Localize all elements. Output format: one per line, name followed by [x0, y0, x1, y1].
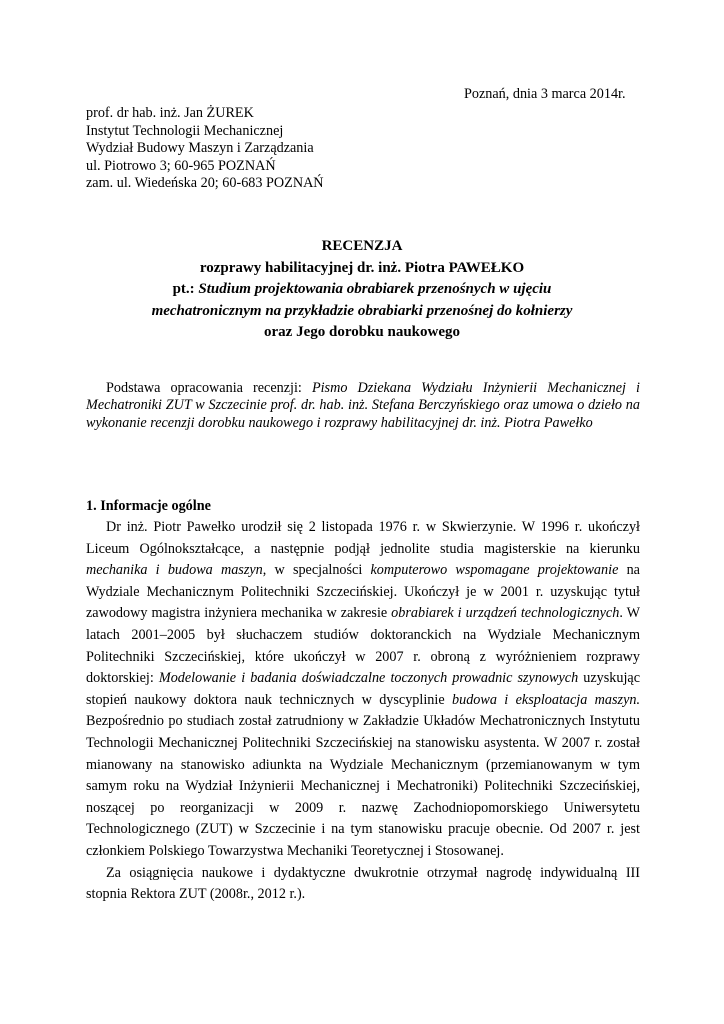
- address-line: prof. dr hab. inż. Jan ŻUREK: [86, 105, 254, 121]
- address-line: Instytut Technologii Mechanicznej: [86, 122, 284, 139]
- text-run: uzyskując stopień naukowy doktora nauk technicznych w dyscyplinie: [86, 670, 641, 708]
- italic-run: mechanika i budowa maszyn: [86, 562, 263, 579]
- text-run: , w specjalności: [262, 562, 371, 579]
- text-run: na Wydziale Mechanicznym Politechniki Szczecińskiej. Ukończył je w 2001 r. uzyskując tytuł zawodowy magistra inżyniera mechanika w zakresie: [86, 562, 640, 622]
- text-run: Dr inż. Piotr Pawełko urodził się 2 listopada 1976 r. w Skwierzynie. W 1996 r. ukończył Liceum Ogólnokształcące, a następnie podjął jednolite studia magisterskie na kierunku: [86, 519, 640, 557]
- review-basis: [86, 380, 640, 432]
- italic-run: budowa i eksploatacja maszyn.: [452, 691, 641, 708]
- paragraph: [86, 517, 640, 863]
- title-topic-italic: mechatronicznym na przykładzie obrabiarki przenośnej do kołnierzy: [151, 302, 573, 319]
- document-title: [100, 236, 624, 344]
- title-subject: rozprawy habilitacyjnej dr. inż. Piotra PAWEŁKO: [199, 259, 525, 276]
- title-topic-line: [100, 279, 624, 301]
- italic-run: Modelowanie i badania doświadczalne toczonych prowadnic szynowych: [158, 670, 579, 687]
- title-topic-line: [100, 301, 624, 323]
- basis-text: Pismo Dziekana Wydziału Inżynierii Mechanicznej i Mechatroniki ZUT w Szczecinie prof. dr. hab. inż. Stefana Berczyńskiego oraz umowa o dzieło na wykonanie recenzji dorobku naukowego i rozprawy habilitacyjnej dr. inż. Piotra Pawełko: [86, 380, 640, 431]
- title-heading: RECENZJA: [321, 238, 403, 254]
- title-closing: oraz Jego dorobku naukowego: [264, 324, 460, 340]
- address-line: ul. Piotrowo 3; 60-965 POZNAŃ: [86, 157, 276, 174]
- text-run: . W latach 2001–2005 był słuchaczem studiów doktoranckich na Wydziale Mechanicznym Politechniki Szczecińskiej, które ukończył w 2007 r. obroną z wyróżnieniem rozprawy doktorskiej:: [86, 605, 640, 687]
- section-body: [86, 517, 640, 906]
- letter-date: Poznań, dnia 3 marca 2014r.: [464, 86, 626, 102]
- italic-run: komputerowo wspomagane projektowanie: [370, 562, 619, 579]
- title-topic-italic: Studium projektowania obrabiarek przenośnych w ujęciu: [198, 281, 552, 297]
- italic-run: obrabiarek i urządzeń technologicznych: [391, 605, 620, 622]
- section-heading: 1. Informacje ogólne: [86, 498, 211, 514]
- basis-label: Podstawa opracowania recenzji:: [106, 380, 312, 396]
- text-run: Bezpośrednio po studiach został zatrudniony w Zakładzie Układów Mechatronicznych Instytutu Technologii Mechanicznej Politechniki Szczecińskiej na stanowisku asystenta. W 2007 r. został mianowany na stanowisko adiunkta na Wydziale Mechanicznym (przemianowanym w tym samym roku na Wydział Inżynierii Mechanicznej i Mechatroniki) Politechniki Szczecińskiej, noszącej po reorganizacji w 2009 r. nazwę Zachodniopomorskiego Uniwersytetu Technologicznego (ZUT) w Szczecinie i na tym stanowisku pracuje obecnie. Od 2007 r. jest członkiem Polskiego Towarzystwa Mechaniki Teoretycznej i Stosowanej.: [86, 713, 640, 859]
- sender-address: [86, 105, 324, 193]
- address-line: zam. ul. Wiedeńska 20; 60-683 POZNAŃ: [86, 175, 324, 191]
- title-topic-prefix: pt.:: [172, 281, 199, 297]
- address-line: Wydział Budowy Maszyn i Zarządzania: [86, 140, 314, 156]
- paragraph: Za osiągnięcia naukowe i dydaktyczne dwukrotnie otrzymał nagrodę indywidualną III stopnia Rektora ZUT (2008r., 2012 r.).: [86, 864, 640, 903]
